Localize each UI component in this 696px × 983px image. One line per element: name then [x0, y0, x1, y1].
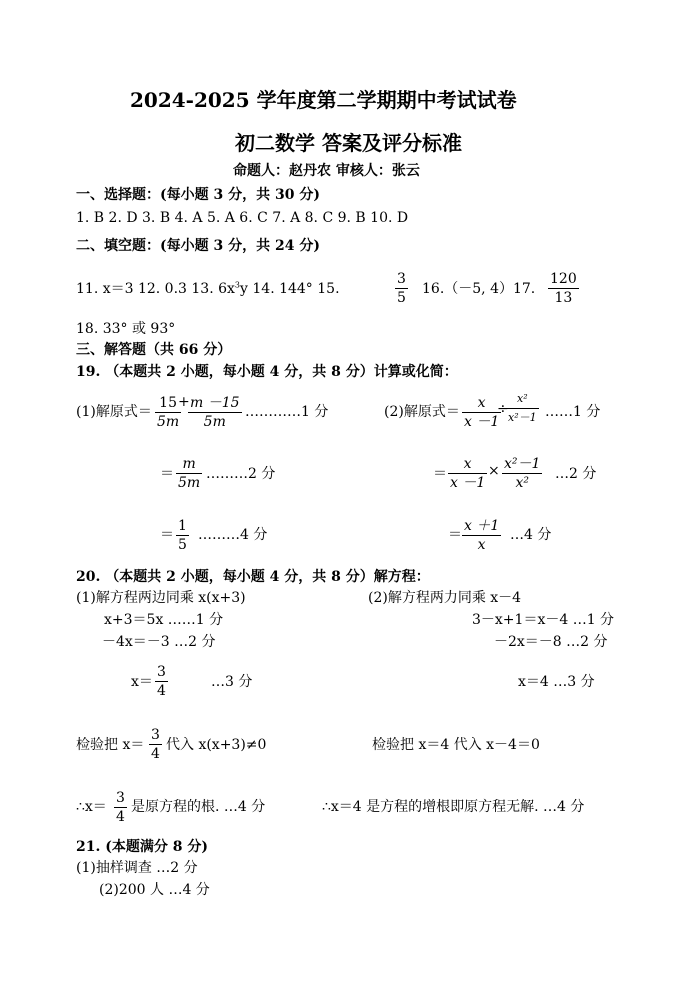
numerator: x² — [506, 390, 539, 409]
q15-denominator: 5 — [397, 290, 406, 306]
q20-2-line3: －2x＝－8 …2 分 — [494, 634, 608, 650]
q20-2-check: 检验把 x＝4 代入 x－4＝0 — [372, 737, 540, 753]
equals: ＝ — [448, 527, 462, 543]
numerator: 3 — [116, 790, 125, 806]
numerator: 3 — [157, 664, 166, 680]
plus-sign: + — [178, 394, 190, 410]
score: …3 分 — [211, 674, 253, 690]
score: …4 分 — [510, 527, 552, 543]
denominator: 5 — [178, 537, 187, 553]
section1-heading: 一、选择题：(每小题 3 分，共 30 分) — [76, 187, 320, 203]
divide-sign: ÷ — [497, 401, 509, 417]
q19-1-frac3 — [176, 455, 202, 492]
q17-numerator: 120 — [550, 271, 577, 287]
q20-1-frac — [155, 663, 168, 700]
denominator: x — [477, 537, 486, 553]
q20-1-concl-rest: 是原方程的根. …4 分 — [131, 799, 266, 815]
authors: 命题人：赵丹农 审核人：张云 — [233, 163, 420, 179]
denominator: 5m — [157, 414, 180, 430]
numerator: x²－1 — [504, 456, 541, 472]
q20-1-check-frac — [149, 726, 162, 763]
q19-2-frac5 — [462, 517, 501, 554]
q17-fraction — [548, 270, 579, 307]
section1-answers: 1. B 2. D 3. B 4. A 5. A 6. C 7. A 8. C 9. B 10. D — [76, 210, 409, 226]
q20-1-line4: x＝ — [131, 674, 153, 690]
section3-heading: 三、解答题（共 66 分） — [76, 342, 232, 358]
fill-answers-part2: y 14. 144° 15. — [240, 281, 340, 297]
q21-heading: 21. (本题满分 8 分) — [76, 839, 208, 855]
equals: ＝ — [160, 527, 174, 543]
section2-line1 — [76, 278, 340, 298]
q19-2-label: (2)解原式＝ — [384, 404, 460, 420]
q20-2-line4: x＝4 …3 分 — [518, 674, 595, 690]
denominator: 4 — [116, 809, 125, 825]
section2-heading: 二、填空题：(每小题 3 分，共 24 分) — [76, 238, 320, 254]
numerator: x ＋1 — [464, 518, 500, 534]
q19-1-frac4 — [176, 517, 189, 554]
score: ………2 分 — [206, 466, 276, 482]
section2-line2: 18. 33° 或 93° — [76, 321, 176, 337]
numerator: 3 — [151, 727, 160, 743]
numerator: 15 — [155, 394, 181, 413]
score: ………4 分 — [198, 527, 268, 543]
q21-line2: (2)200 人 …4 分 — [99, 882, 210, 898]
score: …2 分 — [555, 466, 597, 482]
q19-2-frac3 — [448, 455, 487, 492]
q20-1-conclusion: ∴x＝ — [76, 799, 107, 815]
score: ……1 分 — [545, 404, 601, 420]
q15-fraction — [395, 270, 408, 307]
numerator: m — [176, 455, 202, 474]
denominator: 4 — [151, 746, 160, 762]
q20-2-conclusion: ∴x＝4 是方程的增根即原方程无解. …4 分 — [322, 799, 585, 815]
denominator: 5m — [178, 475, 201, 491]
q19-2-frac2 — [506, 390, 539, 427]
q20-1-check-rest: 代入 x(x+3)≠0 — [166, 737, 267, 753]
numerator: m －15 — [190, 395, 240, 411]
q20-1-line2: x+3＝5x ……1 分 — [104, 612, 224, 628]
page-title: 2024-2025 学年度第二学期期中考试试卷 — [130, 88, 517, 112]
denominator: x² — [515, 475, 529, 491]
denominator: x²－1 — [508, 411, 537, 424]
fill-answers-part3: 16.（－5, 4）17. — [422, 281, 536, 297]
fill-answers-part1: 11. x＝3 12. 0.3 13. 6x — [76, 281, 235, 297]
q15-numerator: 3 — [397, 271, 406, 287]
numerator: x — [462, 394, 501, 413]
page-subtitle: 初二数学 答案及评分标准 — [235, 131, 462, 155]
numerator: 1 — [178, 518, 187, 534]
q19-2-frac1 — [462, 394, 501, 431]
q20-1-line3: －4x＝－3 …2 分 — [102, 634, 216, 650]
times-sign: × — [488, 463, 500, 479]
q20-2-line2: 3－x+1＝x－4 …1 分 — [472, 612, 615, 628]
q20-heading: 20. （本题共 2 小题，每小题 4 分，共 8 分）解方程： — [76, 569, 430, 585]
q19-1-label: (1)解原式＝ — [76, 404, 152, 420]
q17-denominator: 13 — [554, 290, 573, 306]
q20-1-check: 检验把 x＝ — [76, 737, 145, 753]
q19-2-frac4 — [502, 455, 542, 492]
q20-1-line1: (1)解方程两边同乘 x(x+3) — [76, 590, 246, 606]
q20-1-concl-frac — [114, 789, 127, 826]
q21-line1: (1)抽样调查 …2 分 — [76, 860, 198, 876]
equals: ＝ — [433, 466, 447, 482]
denominator: x －1 — [464, 414, 500, 430]
denominator: x －1 — [450, 475, 486, 491]
denominator: 5m — [203, 414, 226, 430]
equals: ＝ — [160, 466, 174, 482]
exponent: 3 — [234, 280, 241, 290]
score: …………1 分 — [245, 404, 329, 420]
q19-1-frac2 — [188, 394, 242, 431]
denominator: 4 — [157, 683, 166, 699]
q19-heading: 19. （本题共 2 小题，每小题 4 分，共 8 分）计算或化简： — [76, 364, 458, 380]
numerator: x — [448, 455, 487, 474]
q20-2-line1: (2)解方程两力同乘 x－4 — [368, 590, 522, 606]
